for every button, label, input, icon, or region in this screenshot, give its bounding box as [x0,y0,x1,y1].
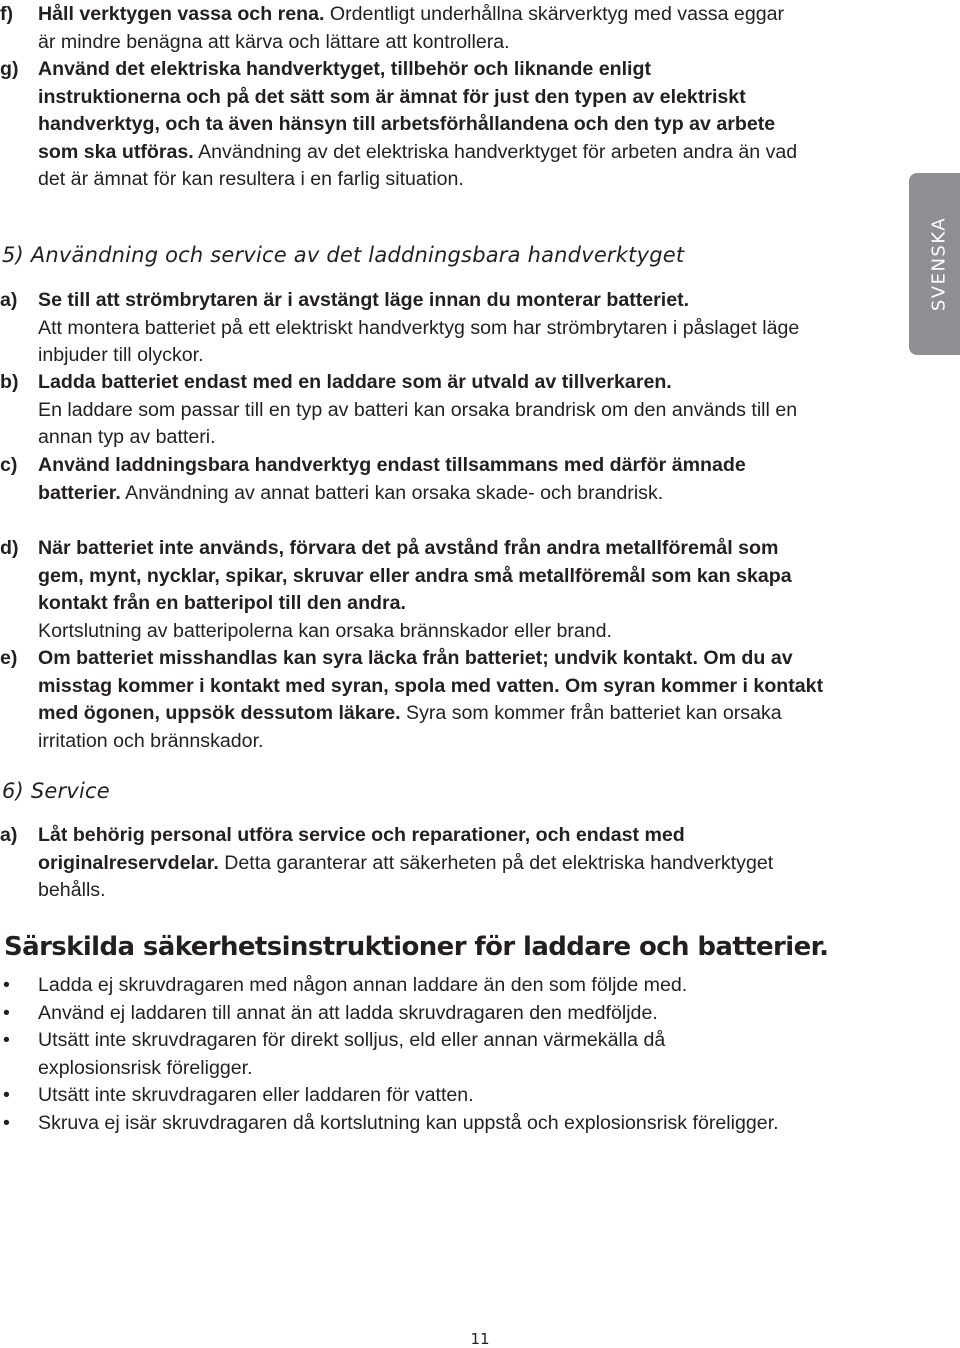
bullet-icon: • [3,1002,10,1024]
list-item-5b [0,369,880,452]
bullet-item [0,1027,860,1082]
special-instructions-heading: Särskilda säkerhetsinstruktioner för laddare och batterier. [4,932,829,962]
list-item-5d [0,535,880,645]
item-label: d) [0,537,19,559]
item-text: Detta garanterar att säkerheten på det elektriska handverktyget behålls. [38,851,774,901]
bullet-icon: • [3,1084,10,1106]
bullet-icon: • [3,1029,10,1051]
language-tab-label: SVENSKA [928,216,950,312]
item-text: En laddare som passar till en typ av batteri kan orsaka brandrisk om den används till en annan typ av batteri. [38,398,798,448]
page-number: 11 [470,1330,490,1348]
bullet-text: Utsätt inte skruvdragaren eller laddaren för vatten. [38,1084,474,1106]
list-item-5a [0,287,880,370]
list-item-5e [0,645,880,755]
item-label: b) [0,371,19,393]
bullet-item [0,1000,860,1028]
item-bold-text: Håll verktygen vassa och rena. [38,3,325,25]
item-text: Användning av annat batteri kan orsaka skade- och brandrisk. [120,481,664,504]
list-item-4f [0,1,880,56]
item-bold-text: Använd laddningsbara handverktyg endast tillsammans med därför ämnade batterier. [38,454,746,504]
item-label: f) [0,3,14,25]
list-item-4g [0,56,880,194]
bullet-text: Utsätt inte skruvdragaren för direkt solljus, eld eller annan värmekälla då explosionsrisk föreligger. [38,1029,666,1079]
bullet-item [0,972,860,1000]
bullet-text: Ladda ej skruvdragaren med någon annan laddare än den som följde med. [38,974,688,996]
item-bold-text: Använd det elektriska handverktyget, tillbehör och liknande enligt instruktionerna och på det sätt som är ämnat för just den typen av elektriskt handverktyg, och ta även hänsyn till arbetsförhållandena och den typ av arbete som ska utföras. [38,58,776,163]
bullet-text: Använd ej laddaren till annat än att ladda skruvdragaren den medföljde. [38,1002,658,1024]
item-bold-text: När batteriet inte används, förvara det på avstånd från andra metallföremål som gem, mynt, nycklar, spikar, skruvar eller andra små metallföremål som kan skapa kontakt från en batteripol till den andra. [38,537,792,614]
bullet-item [0,1082,860,1110]
bullet-item [0,1110,860,1138]
item-label: a) [0,824,18,846]
bullet-icon: • [3,974,10,996]
item-label: g) [0,58,19,80]
item-bold-text: Ladda batteriet endast med en laddare som är utvald av tillverkaren. [38,371,672,393]
language-tab [909,173,960,355]
bullet-icon: • [3,1112,10,1134]
item-label: c) [0,454,18,476]
item-label: a) [0,289,18,311]
item-text: Ordentligt underhållna skärverktyg med vassa eggar är mindre benägna att kärva och lättare att kontrollera. [38,3,785,53]
item-label: e) [0,647,18,669]
item-text: Syra som kommer från batteriet kan orsaka irritation och brännskador. [38,702,782,752]
list-item-6a [0,822,880,905]
item-bold-text: Låt behörig personal utföra service och reparationer, och endast med originalreservdelar. [38,824,685,874]
item-bold-text: Om batteriet misshandlas kan syra läcka från batteriet; undvik kontakt. Om du av misstag kommer i kontakt med syran, spola med vatten. Om syran kommer i kontakt med ögonen, uppsök dessutom läkare. [38,647,824,724]
item-text: Att montera batteriet på ett elektriskt handverktyg som har strömbrytaren i påslaget läge inbjuder till olyckor. [38,316,800,366]
item-text: Användning av det elektriska handverktyget för arbeten andra än vad det är ämnat för kan resultera i en farlig situation. [38,140,798,190]
section-6-heading: 6) Service [2,779,110,803]
bullet-text: Skruva ej isär skruvdragaren då kortslutning kan uppstå och explosionsrisk föreligger. [38,1112,779,1134]
section-5-heading: 5) Användning och service av det laddningsbara handverktyget [2,243,685,267]
list-item-5c [0,452,880,507]
item-text: Kortslutning av batteripolerna kan orsaka brännskador eller brand. [38,619,612,642]
item-bold-text: Se till att strömbrytaren är i avstängt läge innan du monterar batteriet. [38,289,690,311]
